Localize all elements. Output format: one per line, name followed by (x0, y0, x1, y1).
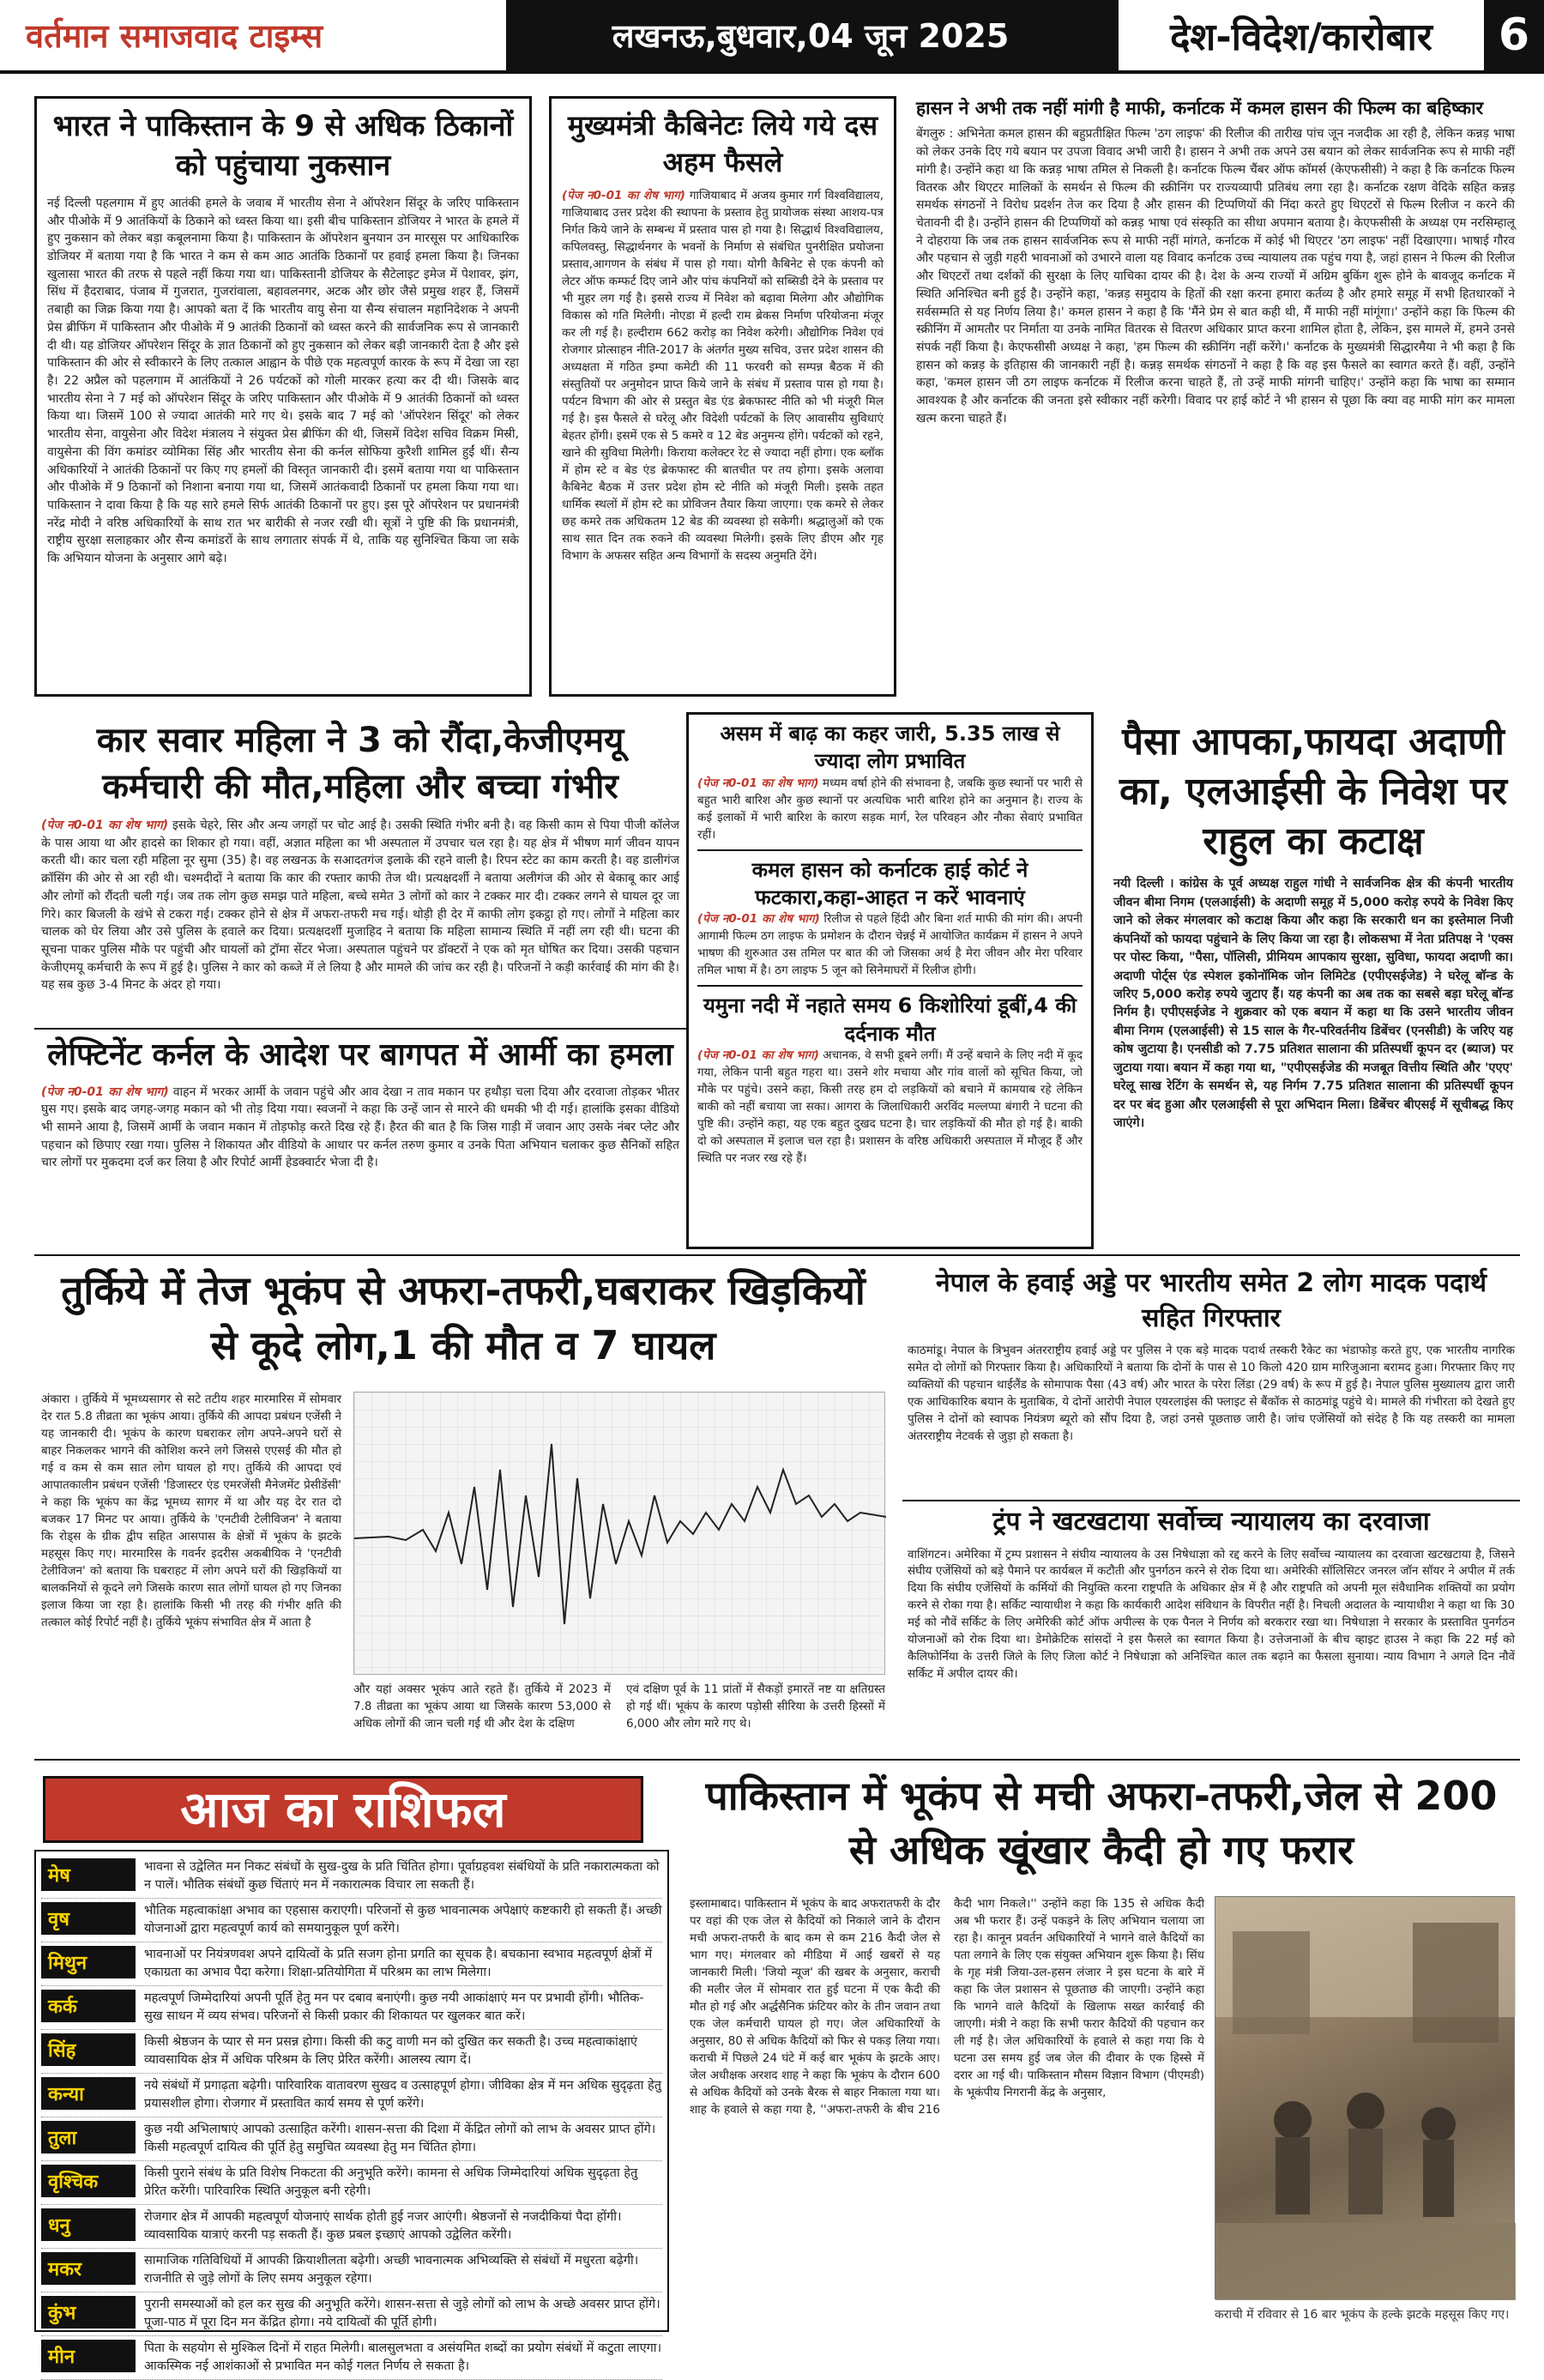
rashi-name: मेष (41, 1858, 136, 1891)
rashi-row (41, 1942, 662, 1986)
rashi-text: भौतिक महत्वाकांक्षा अभाव का एहसास कराएगी। परिजनों से कुछ भावनात्मक अपेक्षाएं कष्टकारी हो सकती हैं। अच्छी योजनाओं द्वारा महत्वपूर्ण कार्य को समयानुकूल पूर्ण करेंगे। (144, 1904, 662, 1936)
article-turkey-quake (34, 1263, 892, 1752)
article-car-accident (34, 712, 686, 1021)
article-yamuna (697, 985, 1083, 1168)
headline: कार सवार महिला ने 3 को रौंदा,केजीएमयू कर्मचारी की मौत,महिला और बच्चा गंभीर (96, 721, 624, 806)
rashi-text: पिता के सहयोग से मुश्किल दिनों में राहत मिलेगी। बालसुलभता व असंयमित शब्दों का प्रयोग संबंधों में कटुता लाएगा। आकस्मिक नई आशंकाओं से प्रभावित मन कोई गलत निर्णय ले सकता है। (144, 2341, 662, 2374)
article-baghpat (34, 1028, 686, 1249)
article-body-cont: एवं दक्षिण पूर्व के 11 प्रांतों में सैकड़ों इमारतें नष्ट या क्षतिग्रस्त हो गई थीं। भूकंप के कारण पड़ोसी सीरिया के उत्तरी हिस्सों में 6,000 और लोग मारे गए थे। (626, 1682, 885, 1731)
article-body: बेंगलुरु : अभिनेता कमल हासन की बहुप्रतीक्षित फिल्म 'ठग लाइफ' की रिलीज की तारीख पांच जून नजदीक आ रही है, लेकिन कन्नड़ भाषा को लेकर उनके दिए गये बयान पर उपजा विवाद अभी जारी है। हासन ने अभी तक अपने उस बयान को लेकर सार्वजनिक रूप से माफी नहीं मांगी है। उन्होंने कहा था कि कन्नड़ भाषा तमिल से निकली है। कर्नाटक फिल्म चैंबर ऑफ कॉमर्स (केएफसीसी) ने कहा है कि कर्नाटक फिल्म वितरक और थिएटर मालिकों के समर्थन से फिल्म की स्क्रीनिंग पर राज्यव्यापी प्रतिबंध लगा रहा है। कर्नाटक रक्षण वेदिके सहित कन्नड़ समर्थक संगठनों ने विरोध प्रदर्शन तेज कर दिया है और हासन की टिप्पणियों की निंदा करते हुए थिएटरों से फिल्म रिलीज न करने की चेतावनी दी है। उन्होंने हासन की टिप्पणियों को कन्नड़ भाषा एवं संस्कृति का सीधा अपमान बताया है। केएफसीसी के अध्यक्ष एम नरसिम्हालू ने दोहराया कि जब तक हासन सार्वजनिक रूप से माफी नहीं मांगते, कर्नाटक में कोई भी थिएटर 'ठग लाइफ' नहीं दिखाएगा। भाषाई गौरव और पहचान से जुड़ी गहरी भावनाओं को उभारने वाला यह विवाद कर्नाटक उच्च न्यायालय तक पहुंच गया है, जहां हासन ने फिल्म की रिलीज और थिएटरों तथा दर्शकों की सुरक्षा के लिए याचिका दायर की है। देश के अन्य राज्यों में अग्रिम बुकिंग शुरू होने के बावजूद कर्नाटक में स्थिति अनिश्चित बनी हुई है। उन्होंने कहा, 'कन्नड़ समुदाय के हितों की रक्षा करना हमारा कर्तव्य है और हमारे समूह में सभी हितधारकों ने सर्वसम्मति से यह निर्णय लिया है।' कमल हासन ने कहा है कि 'मैंने प्रेम से बात कही थी, मैं माफी नहीं मांगूंगा।' उन्होंने कहा कि फिल्म की स्क्रीनिंग में आमतौर पर निर्माता या उनके नामित वितरक से वितरण अधिकार प्राप्त करना शामिल होता है, लेकिन, इस मामले में, हमने उनसे संपर्क नहीं किया है। केएफसीसी अध्यक्ष ने कहा, 'हम फिल्म की स्क्रीनिंग नहीं करेंगे।' कर्नाटक के मुख्यमंत्री सिद्धारमैया ने भी कहा है कि हासन को कन्नड़ के इतिहास की जानकारी नहीं है। कन्नड़ समर्थक संगठनों ने कहा है कि वह इस फैसले का स्वागत करते हैं। वहीं, उन्होंने कहा, 'कमल हासन जी ठग लाइफ कर्नाटक में रिलीज करना चाहते हैं, तो उन्हें माफी मांगनी चाहिए।' उन्होंने कहा कि भाषा का सम्मान आवश्यक है और कर्नाटक की जनता इसे स्वीकार नहीं करेगी। विवाद पर हाई कोर्ट ने भी हासन से पूछा कि क्या वह माफी मांग कर मामला खत्म करना चाहते हैं। (916, 127, 1515, 426)
continued-marker: (पेज न0-01 का शेष भाग) (697, 776, 819, 790)
section-title: देश-विदेश/कारोबार (1115, 0, 1484, 70)
article-body: नई दिल्ली पहलगाम में हुए आतंकी हमले के जवाब में भारतीय सेना ने ऑपरेशन सिंदूर के जरिए पाकिस्तान और पीओके में 9 आतंकियों के ठिकाने को ध्वस्त किया था। इसी बीच पाकिस्तान डोजियर ने भारत के हमले में हुए नुकसान को लेकर बड़ा कबूलनामा किया है। पाकिस्तान के ऑपरेशन बुनयान उन मारसूस पर आधिकारिक डोजियर में बताया गया है कि भारत ने कम से कम आठ आतंकि ठिकानों पर हवाई हमला किया है। जिनका खुलासा भारत की तरफ से पहले नहीं किया गया था। पाकिस्तानी डोजियर के सैटेलाइट इमेज में पेशावर, झंग, सिंध में हैदराबाद, पंजाब में गुजरात, गुजरांवाला, बहावलनगर, अटक और छोर जैसे प्रमुख शहर हैं, जिसमें तबाही का जिक्र किया गया है। आपको बता दें कि भारतीय वायु सेना या सैन्य संचालन महानिदेशक ने अपनी प्रेस ब्रीफिंग में पाकिस्तान और पीओके में 9 आतंकी ठिकानों को ध्वस्त करने की सार्वजनिक रूप से जानकारी दी थी। यह डोजियर ऑपरेशन सिंदूर के ज्ञात ठिकानों को हुए नुकसान को लेकर बड़ी जानकारी देता है और इसे पाकिस्तान की ओर से स्वीकारने के लिए तत्काल आह्वान के पीछे एक महत्वपूर्ण कारक के रूप में देखा जा रहा है। 22 अप्रैल को पहलगाम में आतंकियों ने 26 पर्यटकों को गोली मारकर हत्या कर दी थी। जिसके बाद भारतीय सेना ने 7 मई को ऑपरेशन सिंदूर के जरिए पाकिस्तान और पीओके में 9 आतंकी ठिकानों को ध्वस्त किया था। जिसमें 100 से ज्यादा आतंकी मारे गए थे। इसके बाद 7 मई को 'ऑपरेशन सिंदूर' को लेकर भारतीय सेना, वायुसेना और विदेश मंत्रालय ने संयुक्त प्रेस ब्रीफिंग की थी, जिसमें विदेश सचिव विक्रम मिस्री, वायुसेना की विंग कमांडर व्योमिका सिंह और भारतीय सेना की कर्नल सोफिया कुरैशी शामिल हुईं थीं। सैन्य अधिकारियों ने आतंकी ठिकानों पर किए गए हमलों की विस्तृत जानकारी दी। इसमें बताया गया था पाकिस्तान और पीओके में 9 ठिकानों को निशाना बनाया गया था, जिसमें आतंकवादी ठिकानों पर हमला किया गया था। पाकिस्तान ने दावा किया है कि यह सारे हमले सिर्फ आतंकी ठिकानों पर हुए। इस पूरे ऑपरेशन पर प्रधानमंत्री नरेंद्र मोदी ने वरिष्ठ अधिकारियों के साथ रात भर बारीकी से नजर रखी थी। सूत्रों ने पुष्टि की कि प्रधानमंत्री, राष्ट्रीय सुरक्षा सलाहकार और सैन्य कमांडरों के साथ लगातार संपर्क में थे, ताकि यह सुनिश्चित किया जा सके कि अभियान योजना के अनुसार आगे बढ़े। (47, 196, 519, 566)
headline: यमुना नदी में नहाते समय 6 किशोरियां डूबीं,4 की दर्दनाक मौत (703, 994, 1077, 1046)
continued-marker: (पेज न0-01 का शेष भाग) (562, 189, 685, 203)
prison-riot-photo (1215, 1896, 1515, 2299)
article-body: रिलीज से पहले हिंदी और बिना शर्त माफी की मांग की। अपनी आगामी फिल्म ठग लाइफ के प्रमोशन के दौरान चेन्नई में आयोजित कार्यक्रम में हासन ने अपने भाषण की शुरुआत उस तमिल पर बात की जो जिसका अर्थ है मेरा जीवन और मेरा परिवार तमिल भाषा में है। ठग लाइफ 5 जून को सिनेमाघरों में रिलीज होगी। (697, 912, 1083, 978)
article-body: मध्यम वर्षा होने की संभावना है, जबकि कुछ स्थानों पर भारी से बहुत भारी बारिश और कुछ स्थानों पर अत्यधिक भारी बारिश होने का अनुमान है। राज्य के कई इलाकों में भारी बारिश के कारण सड़क मार्ग, रेल परिवहन और नौका सेवाएं प्रभावित रहीं। (697, 776, 1083, 842)
article-body: अचानक, वे सभी डूबने लगीं। मैं उन्हें बचाने के लिए नदी में कूद गया, लेकिन पानी बहुत गहरा था। उसने शोर मचाया और गांव वालों को सूचित किया, जो मौके पर पहुंचे। उसने कहा, किसी तरह हम दो लड़कियों को बचाने में कामयाब रहे लेकिन बाकी को नहीं बचाया जा सका। आगरा के जिलाधिकारी अरविंद मल्लप्पा बंगारी ने घटना की पुष्टि की। उन्होंने कहा, यह एक बहुत दुखद घटना है। चार लड़कियों की मौत हो गई है। बाकी दो को अस्पताल में इलाज चल रहा है। प्रशासन के वरिष्ठ अधिकारी अस्पताल में मौजूद हैं और स्थिति पर नजर रख रहे हैं। (697, 1048, 1083, 1165)
middle-news-column (686, 712, 1094, 1249)
article-assam-flood (697, 720, 1083, 844)
rashi-text: किसी पुराने संबंध के प्रति विशेष निकटता की अनुभूति करेंगे। कामना से अधिक जिम्मेदारियां अधिक सुदृढ़ता हेतु प्रेरित करेंगी। पारिवारिक स्थिति अनुकूल बनी रहेगी। (144, 2166, 638, 2199)
rashi-row (41, 2117, 662, 2161)
rashi-text: किसी श्रेष्ठजन के प्यार से मन प्रसन्न होगा। किसी की कटु वाणी मन को दुखित कर सकती है। उच्च महत्वाकांक्षाएं व्यावसायिक क्षेत्र में अधिक परिश्रम के लिए प्रेरित करेंगी। आलस्य त्याग दें। (144, 2035, 637, 2068)
rashi-text: सामाजिक गतिविधियों में आपकी क्रियाशीलता बढ़ेगी। अच्छी भावनात्मक अभिव्यक्ति से संबंधों में मधुरता बढ़ेगी। राजनीति से जुड़े लोगों के लिए समय अनुकूल रहेगा। (144, 2254, 639, 2286)
rashi-name: कर्क (41, 1990, 136, 2022)
headline: तुर्किये में तेज भूकंप से अफरा-तफरी,घबराकर खिड़कियों से कूदे लोग,1 की मौत व 7 घायल (61, 1267, 865, 1369)
headline: कमल हासन को कर्नाटक हाई कोर्ट ने फटकारा,कहा-आहत न करें भावनाएं (751, 857, 1028, 910)
rashi-row (41, 1986, 662, 2030)
rashi-name: धनु (41, 2208, 136, 2241)
rashi-name: कुंभ (41, 2296, 136, 2329)
rashi-row (41, 2336, 662, 2380)
rashi-row (41, 2030, 662, 2074)
article-body: नयी दिल्ली । कांग्रेस के पूर्व अध्यक्ष राहुल गांधी ने सार्वजनिक क्षेत्र की कंपनी भारतीय जीवन बीमा निगम (एलआईसी) के अदाणी समूह में 5,000 करोड़ रुपये के निवेश किए जाने को लेकर मंगलवार को कटाक्ष किया और कहा कि सरकारी धन का इस्तेमाल निजी कंपनियों को फायदा पहुंचाने के लिए किया जा रहा है। लोकसभा में नेता प्रतिपक्ष ने 'एक्स पर पोस्ट किया, "पैसा, पॉलिसी, प्रीमियम आपकाय सुरक्षा, सुविधा, फायदा अदाणी का। अदाणी पोर्ट्स एंड स्पेशल इकोनॉमिक जोन लिमिटेड (एपीएसईजेड) ने घरेलू बॉन्ड के जरिए 5,000 करोड़ रुपये जुटाए हैं। यह कंपनी का अब तक का सबसे बड़ा घरेलू बॉन्ड निर्गम है। एपीएसईजेड ने शुक्रवार को एक बयान में कहा था कि उसने भारतीय जीवन बीमा निगम (एलआईसी) से 15 साल के गैर-परिवर्तनीय डिबेंचर (एनसीडी) के जरिए यह कोष जुटाया है। एनसीडी को 7.75 प्रतिशत सालाना की प्रतिस्पर्धी कूपन दर (ब्याज) पर जुटाया गया। बयान में कहा गया था, "एपीएसईजेड की मजबूत वित्तीय स्थिति और 'एएए' घरेलू साख रेटिंग के समर्थन से, यह निर्गम 7.75 प्रतिशत सालाना की प्रतिस्पर्धी कूपन दर पर बंद हुआ और एलआईसी से पूरा अभिदान मिला। डिबेंचर बीएसई में सूचीबद्ध किए जाएंगे। (1113, 877, 1513, 1131)
continued-marker: (पेज न0-01 का शेष भाग) (697, 1048, 819, 1063)
seismograph-image (353, 1392, 885, 1675)
article-body: वाशिंगटन। अमेरिका में ट्रम्प प्रशासन ने संघीय न्यायालय के उस निषेधाज्ञा को रद्द करने के लिए सर्वोच्च न्यायालय का दरवाजा खटखटाया है, जिसने संघीय एजेंसियों को बड़े पैमाने पर कार्यबल में कटौती और पुनर्गठन करने से रोक दिया था। अमेरिकी सॉलिसिटर जनरल जॉन सॉयर ने अपील में तर्क दिया कि संघीय एजेंसियों के कर्मियों की नियुक्ति करना राष्ट्रपति के अधिकार क्षेत्र में है और राष्ट्रपति को अपनी मूल संवैधानिक शक्तियों का प्रयोग करने से रोका गया है। सर्किट न्यायाधीश ने कहा कि कार्यकारी आदेश संविधान के विपरीत नहीं है। निचली अदालत के न्यायाधीश ने कहा था कि 30 मई को नौवें सर्किट के लिए अमेरिकी कोर्ट ऑफ अपील्स के एक पैनल ने निर्णय को बरकरार रखा था। निषेधाज्ञा ने सरकार के प्रस्तावित पुनर्गठन योजनाओं को रोक दिया था। डेमोक्रेटिक सांसदों ने इस फैसले का स्वागत किया है। उत्तेजनाओं के बीच व्हाइट हाउस ने कहा कि 22 मई को कैलिफोर्निया के उत्तरी जिले के लिए जिला कोर्ट ने निषेधाज्ञा को अनिश्चित काल तक बढ़ाने का फैसला सुनाया। न्याय विभाग ने अगले दिन नौवें सर्किट में अपील दायर की। (908, 1547, 1515, 1682)
rashi-row (41, 2161, 662, 2205)
article-nepal (902, 1263, 1520, 1493)
rashifal-items (41, 1855, 662, 2380)
rashifal-list (34, 1850, 669, 2374)
rashi-row (41, 1855, 662, 1899)
rashi-name: कन्या (41, 2077, 136, 2110)
rashi-row (41, 2074, 662, 2117)
article-body: इसके चेहरे, सिर और अन्य जगहों पर चोट आई है। उसकी स्थिति गंभीर बनी है। वह किसी काम से पिया पीजी कॉलेज के पास आया था और हादसे का शिकार हो गया। वहीं, अज्ञात महिला का भी अस्पताल में उपचार चल रहा है। यह क्षेत्र में भीषण मार्ग जीवन यापन करती थी। कार चला रही महिला नूर सुमा (35) है। वह लखनऊ के सआदतगंज इलाके की रहने वाली है। रिपन स्टेट का काम करती है। वह डालीगंज क्रॉसिंग की ओर से आ रही थी। चश्मदीदों ने बताया कि कार की रफ्तार काफी तेज थी। प्रत्यक्षदर्शी ने बताया अलीगंज की ओर से बेकाबू कार आई और लोगों को रौंदती चली गई। जब तक लोग कुछ समझ पाते महिला, बच्चे समेत 3 लोगों को कार ने टक्कर मार दी। टक्कर लगने से घायल दूर जा गिरे। कार बिजली के खंभे से टकरा गई। टक्कर होने से क्षेत्र में अफरा-तफरी मच गई। थोड़ी ही देर में काफी लोग इकट्ठा हो गए। लोगों ने महिला कार चालक को घेर लिया और उसे पुलिस के हवाले कर दिया। प्रत्यक्षदर्शी मुजाहिद ने बताया कि महिला सामान्य स्थिति में नहीं लग रही थी। घटना की सूचना पाकर पुलिस मौके पर पहुंची और घायलों को ट्रॉमा सेंटर भेजा। अस्पताल पहुंचने पर डॉक्टरों ने एक को मृत घोषित कर दिया। उसकी पहचान केजीएमयू कर्मचारी के रूप में हुई है। पुलिस ने कार को कब्जे में ले लिया है और मामले की जांच कर रही है। परिजनों ने कड़ी कार्रवाई की मांग की है। यह सब कुछ 3-4 मिनट के अंदर हो गया। (41, 819, 679, 993)
photo-placeholder-icon (1215, 1897, 1516, 2300)
rashi-text: पुरानी समस्याओं को हल कर सुख की अनुभूति करेंगे। शासन-सत्ता से जुड़े लोगों को लाभ के अच्छे अवसर प्राप्त होंगे। पूजा-पाठ में पूरा दिन मन केंद्रित होगा। नये दायित्वों की पूर्ति होगी। (144, 2298, 660, 2330)
article-body: वाहन में भरकर आर्मी के जवान पहुंचे और आव देखा न ताव मकान पर हथौड़ा चला दिया और दरवाजा तोड़कर भीतर घुस गए। इसके बाद जगह-जगह मकान को भी तोड़ दिया गया। स्वजनों ने कहा कि उन्हें जान से मारने की धमकी भी दी गई। हालांकि इसका वीडियो भी सामने आया है, जिसमें आर्मी के जवान मकान में तोड़फोड़ करते दिख रहे हैं। हैरत की बात है कि जिस गाड़ी में जवान आए उसके नंबर प्लेट और पहचान को छिपाए रखा गया। पुलिस ने शिकायत और वीडियो के आधार पर कर्नल तरुण कुमार व उनके पिता अभियान चलाकर कुछ सैनिकों सहित चार लोगों पर मुकदमा दर्ज कर लिया है और रिपोर्ट आर्मी हेडक्वार्टर भेजा दी है। (41, 1084, 679, 1170)
continued-marker: (पेज न0-01 का शेष भाग) (41, 819, 169, 832)
page-number: 6 (1484, 0, 1544, 70)
section-divider (34, 1254, 1520, 1256)
article-body: काठमांडू। नेपाल के त्रिभुवन अंतरराष्ट्रीय हवाई अड्डे पर पुलिस ने एक बड़े मादक पदार्थ तस्करी रैकेट का भंडाफोड़ करते हुए, एक भारतीय नागरिक समेत दो लोगों को गिरफ्तार किया है। अधिकारियों ने बताया कि दोनों के पास से 10 किलो 420 ग्राम मारिजुआना बरामद हुआ। गिरफ्तार किए गए व्यक्तियों की पहचान थाईलैंड के सोमापाक पैसा (43 वर्ष) और भारत के परेरा लिंडा (29 वर्ष) के रूप में हुई है। नेपाल पुलिस मुख्यालय द्वारा जारी एक आधिकारिक बयान के मुताबिक, ये दोनों आरोपी नेपाल एयरलाइंस की फ्लाइट से बैंकॉक से काठमांडू पहुंचे थे। मामले की गंभीरता को देखते हुए पुलिस ने दोनों को स्वापक नियंत्रण ब्यूरो को सौंप दिया है, जहां उनसे पूछताछ जारी है। जांच एजेंसियों को संदेह है कि यह तस्करी का मामला अंतरराष्ट्रीय नेटवर्क से जुड़ा हो सकता है। (908, 1344, 1515, 1443)
rashi-name: तुला (41, 2121, 136, 2153)
rashi-name: वृश्चिक (41, 2165, 136, 2197)
rashi-row (41, 2292, 662, 2336)
photo-caption: कराची में रविवार से 16 बार भूकंप के हल्के झटके महसूस किए गए। (1215, 2308, 1510, 2322)
rashi-text: भावना से उद्वेलित मन निकट संबंधों के सुख-दुख के प्रति चिंतित होगा। पूर्वाग्रहवश संबंधियों के प्रति नकारात्मकता को न पालें। भौतिक संबंधों कुछ चिंताएं मन में नकारात्मक विचार ला सकती हैं। (144, 1860, 660, 1893)
headline: नेपाल के हवाई अड्डे पर भारतीय समेत 2 लोग मादक पदार्थ सहित गिरफ्तार (935, 1268, 1487, 1333)
rashi-name: मिथुन (41, 1946, 136, 1978)
headline: पैसा आपका,फायदा अदाणी का, एलआईसी के निवेश पर राहुल का कटाक्ष (1119, 720, 1508, 864)
headline: पाकिस्तान में भूकंप से मची अफरा-तफरी,जेल से 200 से अधिक खूंखार कैदी हो गए फरार (705, 1773, 1498, 1874)
headline: लेफ्टिनेंट कर्नल के आदेश पर बागपत में आर्मी का हमला (47, 1037, 673, 1072)
continued-marker: (पेज न0-01 का शेष भाग) (41, 1084, 169, 1099)
rashi-name: मकर (41, 2252, 136, 2285)
rashi-text: रोजगार क्षेत्र में आपकी महत्वपूर्ण योजनाएं सार्थक होती हुई नजर आएंगी। श्रेष्ठजनों से नजदीकियां पैदा होंगी। व्यावसायिक यात्राएं करनी पड़ सकती हैं। कुछ प्रबल इच्छाएं आपको उद्वेलित करेंगी। (144, 2210, 622, 2243)
newspaper-brand: वर्तमान समाजवाद टाइम्स (0, 0, 506, 70)
article-body: इस्लामाबाद। पाकिस्तान में भूकंप के बाद अफरातफरी के दौर पर वहां की एक जेल से कैदियों को निकाले जाने के दौरान मची अफरा-तफरी के बाद कम से कम 216 कैदी जेल से भाग गए। मंगलवार को मीडिया में आई खबरों से यह जानकारी मिली। 'जियो न्यूज' की खबर के अनुसार, कराची की मलीर जेल में सोमवार रात हुई घटना में एक कैदी की मौत हो गई और अर्द्धसैनिक फ्रंटियर कोर के तीन जवान तथा एक जेल कर्मचारी घायल हो गए। जेल अधिकारियों के अनुसार, 80 से अधिक कैदियों को फिर से पकड़ लिया गया। कराची में पिछले 24 घंटे में कई बार भूकंप के झटके आए। जेल अधीक्षक अरशद शाह ने कहा कि भूकंप के दौरान 600 से अधिक कैदियों को उनके बैरक से बाहर निकाला गया था। शाह के हवाले से कहा गया है, ''अफरा-तफरी के बीच 216 कैदी भाग निकले।'' उन्होंने कहा कि 135 से अधिक कैदी अब भी फरार हैं। उन्हें पकड़ने के लिए अभियान चलाया जा रहा है। कानून प्रवर्तन अधिकारियों ने भागने वाले कैदियों का पता लगाने के लिए एक संयुक्त अभियान शुरू किया है। सिंध के गृह मंत्री जिया-उल-हसन लंजार ने इस घटना के बारे में कहा कि जेल प्रशासन से पूछताछ की जाएगी। उन्होंने कहा कि भागने वाले कैदियों के खिलाफ सख्त कार्रवाई की जाएगी। मंत्री ने कहा कि सभी फरार कैदियों की पहचान कर ली गई है। जेल अधिकारियों के हवाले से कहा गया कि ये घटना उस समय हुई जब जेल की दीवार के एक हिस्से में दरार आ गई थी। पाकिस्तान मौसम विज्ञान विभाग (पीएमडी) के भूकंपीय निगरानी केंद्र के अनुसार, (690, 1897, 1204, 2117)
article-pakistan-quake (683, 1769, 1520, 2335)
headline: मुख्यमंत्री कैबिनेटः लिये गये दस अहम फैसले (567, 109, 878, 179)
rashi-row (41, 1899, 662, 1942)
headline: हासन ने अभी तक नहीं मांगी है माफी, कर्नाटक में कमल हासन की फिल्म का बहिष्कार (916, 98, 1484, 118)
dateline: लखनऊ,बुधवार,04 जून 2025 (506, 0, 1115, 70)
rashi-name: वृष (41, 1902, 136, 1935)
article-kamal-haasan (911, 93, 1520, 698)
rashi-text: कुछ नयी अभिलाषाएं आपको उत्साहित करेंगी। शासन-सत्ता की दिशा में केंद्रित लोगों को लाभ के अवसर प्राप्त होंगे। किसी महत्वपूर्ण दायित्व की पूर्ति हेतु समुचित व्यवस्था हेतु मन चिंतित होगा। (144, 2123, 656, 2155)
article-rahul-lic (1107, 712, 1520, 1249)
rashi-text: भावनाओं पर नियंत्रणवश अपने दायित्वों के प्रति सजग होना प्रगति का सूचक है। बचकाना स्वभाव महत्वपूर्ण क्षेत्रों में एकाग्रता का अभाव पैदा करेगा। शिक्षा-प्रतियोगिता में परिश्रम का लाभ मिलेगा। (144, 1948, 653, 1980)
rashi-row (41, 2249, 662, 2292)
article-pakistan-targets (34, 96, 532, 697)
article-trump (902, 1500, 1520, 1754)
seismograph-icon (354, 1392, 886, 1676)
rashi-text: नये संबंधों में प्रगाढ़ता बढ़ेगी। पारिवारिक वातावरण सुखद व उत्साहपूर्ण होगा। जीविका क्षेत्र में मन अधिक सुदृढ़ता हेतु प्रयासशील होगा। रोजगार में प्रस्तावित कार्य समय से पूर्ण करेंगे। (144, 2079, 661, 2111)
masthead (0, 0, 1544, 74)
headline: असम में बाढ़ का कहर जारी, 5.35 लाख से ज्यादा लोग प्रभावित (720, 722, 1060, 774)
article-body: गाजियाबाद में अजय कुमार गर्ग विश्वविद्यालय, गाजियाबाद उत्तर प्रदेश की स्थापना के प्रस्ताव हेतु प्रायोजक संस्था आशय-पत्र निर्गत किये जाने के सम्बन्ध में प्रस्ताव पास हो गया है। सिद्धार्थ विश्वविद्यालय, कपिलवस्तु, सिद्धार्थनगर के भवनों के निर्माण से संबंधित पुनरीक्षित प्रयोजना प्रस्ताव,आगणन के संबंध में पास हो गया। योगी कैबिनेट से एक कंपनी को लेटर ऑफ कम्फर्ट दिए जाने और पांच कंपनियों को सब्सिडी देने के प्रस्ताव पर भी मुहर लग गई है। इससे राज्य में निवेश को बढ़ावा मिलेगा और औद्योगिक विकास को गति मिलेगी। नोएडा में हल्दी राम ब्रेकस निर्माण परियोजना मंजूर कर ली गई है। हल्दीराम 662 करोड़ का निवेश करेगी। औद्योगिक निवेश एवं रोजगार प्रोत्साहन नीति-2017 के अंतर्गत मुख्य सचिव, उत्तर प्रदेश शासन की अध्यक्षता में गठित इम्पा कमेटी की 11 फरवरी को सम्पन्न बैठक में की संस्तुतियों पर अनुमोदन प्राप्त किये जाने के संबंध में प्रस्ताव पास हो गया है। पर्यटन विभाग की ओर से प्रस्तुत बेड एंड ब्रेकफास्ट नीति को भी मंजूरी मिल गई है। इस फैसले से घरेलू और विदेशी पर्यटकों के लिए आवासीय सुविधाएं बेहतर होंगी। इसमें एक से 5 कमरे व 12 बेड अनुमन्य होंगे। पर्यटकों को रहने, खाने की सुविधा मिलेगी। किराया कलेक्टर रेट से ज्यादा नहीं होगा। एक ब्लॉक में होम स्टे व बेड एंड ब्रेकफास्ट की बातचीत पर तय होगा। इसके अलावा कैबिनेट बैठक में उत्तर प्रदेश होम स्टे नीति को मंजूरी मिली। इसके तहत धार्मिक स्थलों में होम स्टे का प्रोविजन तैयार किया जाएगा। एक कमरे से लेकर छह कमरे तक अधिकतम 12 बेड की व्यवस्था हो सकेगी। श्रद्धालुओं को एक साथ सात दिन तक रुकने की व्यवस्था मिलेगी। इसके लिए डीएम और गृह विभाग के अफसर सहित अन्य विभागों के सदस्य अनुमति देंगे। (562, 189, 884, 563)
rashi-row (41, 2205, 662, 2249)
headline: ट्रंप ने खटखटाया सर्वोच्च न्यायालय का दरवाजा (992, 1507, 1430, 1537)
headline: भारत ने पाकिस्तान के 9 से अधिक ठिकानों को पहुंचाया नुकसान (52, 109, 514, 183)
article-body: अंकारा । तुर्किये में भूमध्यसागर से सटे तटीय शहर मारमारिस में सोमवार देर रात 5.8 तीव्रता का भूकंप आया। तुर्किये की आपदा प्रबंधन एजेंसी ने यह जानकारी दी। भूकंप के कारण घबराकर लोग अपने-अपने घरों से बाहर निकलकर भागने की कोशिश करने लगे जिससे एएसई की मौत हो गई व कम से कम सात लोग घायल हो गए। तुर्किये की आपदा एवं आपातकालीन प्रबंधन एजेंसी 'डिजास्टर एंड एमरजेंसी मैनेजमेंट प्रेसीडेंसी' ने कहा कि भूकंप का केंद्र भूमध्य सागर में था और यह देर रात दो बजकर 17 मिनट पर आया। तुर्किये के 'एनटीवी टेलीविजन' ने बताया कि रोड्स के ग्रीक द्वीप सहित आसपास के क्षेत्रों में भूकंप के झटके महसूस किए गए। मारमारिस के गवर्नर इदरीस अकबीयिक ने 'एनटीवी टेलीविजन' को बताया कि घबराहट में लोग अपने घरों की खिड़कियों या बालकनियों से कूदने लगे जिसके कारण सात लोगों घायल हो गए जिनका इलाज किया जा रहा है। हालांकि किसी भी तरह की गंभीर क्षति की तत्काल कोई रिपोर्ट नहीं है। तुर्किये भूकंप संभावित क्षेत्र में आता है (41, 1392, 341, 1629)
rashi-name: मीन (41, 2340, 136, 2372)
section-divider (34, 1759, 1520, 1761)
rashifal-title: आज का राशिफल (43, 1776, 643, 1843)
rashi-text: महत्वपूर्ण जिम्मेदारियां अपनी पूर्ति हेतु मन पर दबाव बनाएंगी। कुछ नयी आकांक्षाएं मन पर प्रभावी होंगी। भौतिक-सुख साधन में व्यय संभव। परिजनों से किसी प्रकार की शिकायत पर खुलकर बात करें। (144, 1991, 644, 2024)
continued-marker: (पेज न0-01 का शेष भाग) (697, 912, 820, 927)
article-kamal-hc (697, 849, 1083, 981)
rashi-name: सिंह (41, 2033, 136, 2066)
article-cabinet (549, 96, 896, 697)
article-body-cont: और यहां अक्सर भूकंप आते रहते हैं। तुर्किये में 2023 में 7.8 तीव्रता का भूकंप आया था जिसके कारण 53,000 से अधिक लोगों की जान चली गई थी और देश के दक्षिण (353, 1682, 611, 1731)
